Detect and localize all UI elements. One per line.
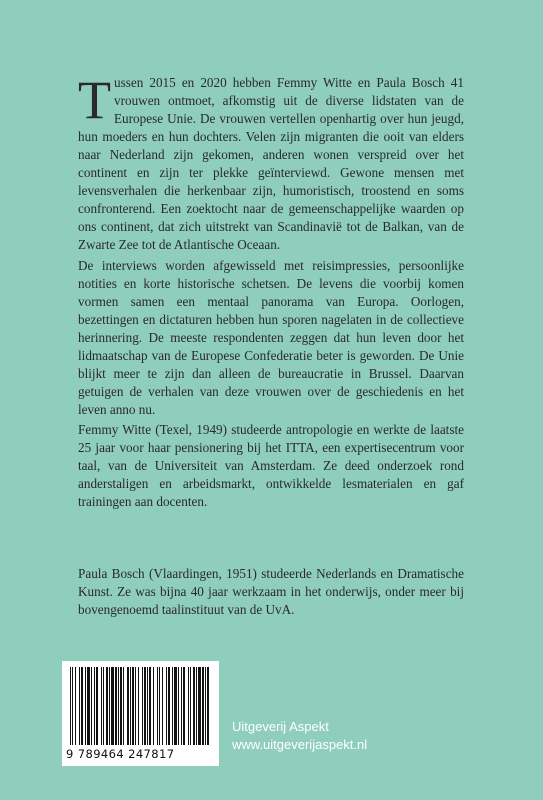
publisher-block xyxy=(232,718,367,754)
isbn-barcode xyxy=(62,661,219,766)
drop-cap: T xyxy=(78,70,111,130)
barcode-bar xyxy=(130,667,131,745)
barcode-bar xyxy=(159,667,160,745)
barcode-bar xyxy=(103,667,104,745)
barcode-bar xyxy=(149,667,151,745)
barcode-bar xyxy=(205,667,206,745)
barcode-bar xyxy=(118,667,119,745)
barcode-bar xyxy=(183,667,185,745)
barcode-bar xyxy=(87,667,90,745)
barcode-bar xyxy=(188,667,189,745)
barcode-bar xyxy=(132,667,134,745)
barcode-bar xyxy=(142,667,143,745)
barcode-bar xyxy=(202,667,204,745)
blurb-paragraph-1-text: ussen 2015 en 2020 hebben Femmy Witte en Paula Bosch 41 vrouwen ontmoet, afkomstig uit de diverse lidstaten van de Europese Unie. De vrouwen vertellen openhartig over hun jeugd, hun moeders en hun dochters. Velen zijn migranten die ooit van elders naar Nederland zijn gekomen, anderen wonen verspreid over het continent en zijn ter plekke geïnterviewd. Gewone mensen met levensverhalen die herkenbaar zijn, humoristisch, troostend en soms confronterend. Een zoektocht naar de gemeenschappelijke waarden op ons continent, dat zich uitstrekt van Scandinavië tot de Balkan, van de Zwarte Zee tot de Atlantische Oceaan. xyxy=(78,75,464,252)
barcode-bar xyxy=(123,667,124,745)
isbn-number: 9 789464 247817 xyxy=(66,747,175,761)
barcode-bar xyxy=(190,667,191,745)
author-bio-femmy-witte: Femmy Witte (Texel, 1949) studeerde antropologie en werkte de laatste 25 jaar voor haar pensionering bij het ITTA, een expertisecentrum voor taal, van de Universiteit van Amsterdam. Ze deed onderzoek rond anderstaligen en arbeidsmarkt, ontwikkelde lesmaterialen en gaf trainingen aan docenten. xyxy=(78,422,464,509)
barcode-bar xyxy=(96,667,98,745)
barcode-bar xyxy=(196,667,197,745)
barcode-bars xyxy=(68,667,213,747)
barcode-bar xyxy=(120,667,122,745)
barcode-bar xyxy=(85,667,86,745)
barcode-bar xyxy=(111,667,114,745)
barcode-bar xyxy=(181,667,182,745)
barcode-bar xyxy=(138,667,139,745)
barcode-bar xyxy=(70,667,71,745)
barcode-bar xyxy=(157,667,158,745)
barcode-bar xyxy=(81,667,83,745)
barcode-bar xyxy=(79,667,80,745)
blurb-paragraph-1 xyxy=(78,70,464,254)
barcode-bar xyxy=(135,667,136,745)
barcode-bar xyxy=(178,667,179,745)
publisher-name: Uitgeverij Aspekt xyxy=(232,719,329,734)
publisher-website: www.uitgeverijaspekt.nl xyxy=(232,737,368,752)
back-cover-blurb xyxy=(78,70,464,419)
barcode-bar xyxy=(162,667,163,745)
barcode-bar xyxy=(75,667,76,745)
barcode-bar xyxy=(127,667,129,745)
barcode-bar xyxy=(198,667,201,745)
barcode-bar xyxy=(94,667,95,745)
barcode-bar xyxy=(172,667,173,745)
barcode-bar xyxy=(115,667,117,745)
barcode-bar xyxy=(174,667,177,745)
barcode-bar xyxy=(109,667,110,745)
barcode-bar xyxy=(101,667,102,745)
barcode-bar xyxy=(91,667,92,745)
barcode-bar xyxy=(193,667,195,745)
barcode-bar xyxy=(106,667,108,745)
barcode-bar xyxy=(168,667,170,745)
barcode-bar xyxy=(72,667,73,745)
barcode-bar xyxy=(207,667,209,745)
barcode-bar xyxy=(144,667,146,745)
barcode-bar xyxy=(166,667,167,745)
author-bio-paula-bosch: Paula Bosch (Vlaardingen, 1951) studeerde Nederlands en Dramatische Kunst. Ze was bijna 40 jaar werkzaam in het onderwijs, onder meer bij bovengenoemd taalinstituut van de UvA. xyxy=(78,566,464,617)
barcode-bar xyxy=(153,667,154,745)
barcode-bar xyxy=(147,667,148,745)
blurb-paragraph-2: De interviews worden afgewisseld met reisimpressies, persoonlijke notities en korte historische schetsen. De levens die voorbij komen vormen samen een mentaal panorama van Europa. Oorlogen, bezettingen en dictaturen hebben hun sporen nagelaten in de collectieve herinnering. De meeste respondenten zeggen dat hun leven door het lidmaatschap van de Europese Confederatie beter is geworden. De Unie blijkt meer te zijn dan alleen de bureaucratie in Brussel. Daarvan getuigen de verhalen van deze vrouwen over de geschiedenis en het leven anno nu. xyxy=(78,258,464,417)
